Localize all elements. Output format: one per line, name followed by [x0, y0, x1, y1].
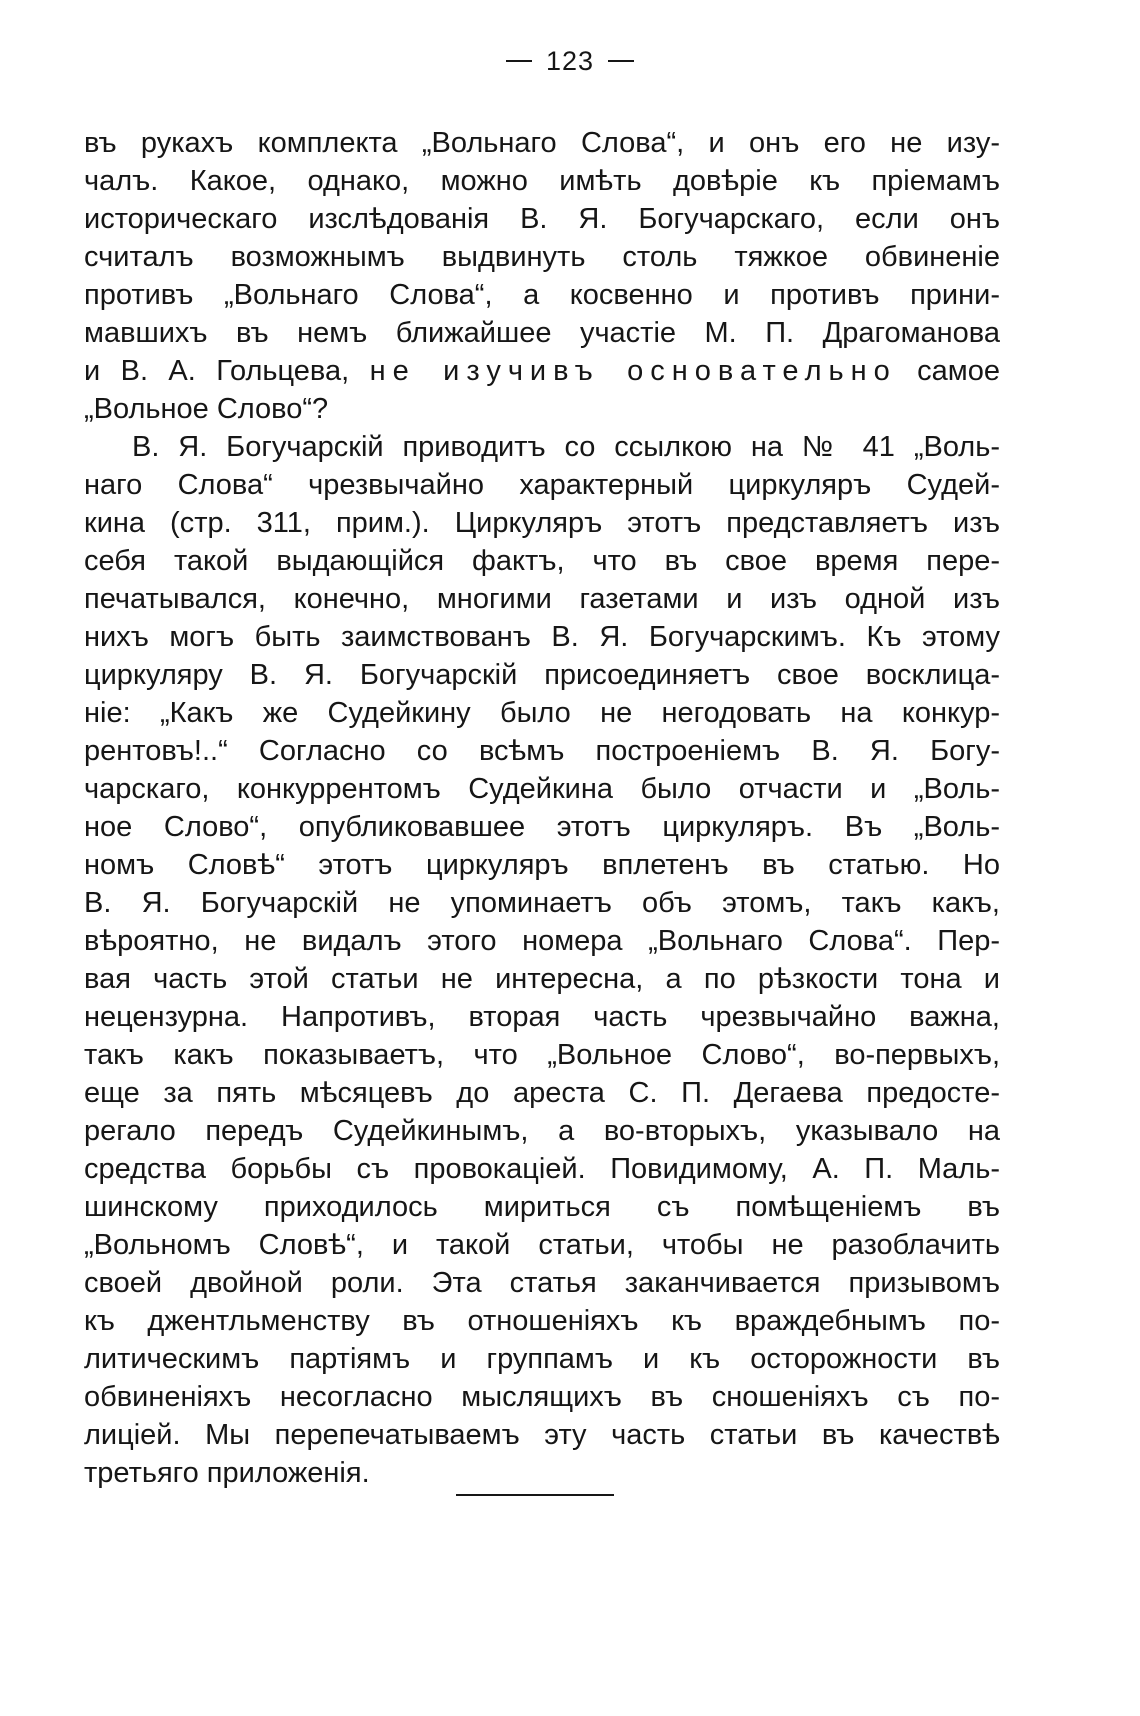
text-line: мавшихъ въ немъ ближайшее участіе М. П. Драгоманова: [84, 317, 1000, 349]
text-line: печатывался, конечно, многими газетами и изъ одной изъ: [84, 583, 1000, 615]
text-line: кина (стр. 311, прим.). Циркуляръ этотъ представляетъ изъ: [84, 507, 1000, 539]
text-line: шинскому приходилось мириться съ помѣщеніемъ въ: [84, 1191, 1000, 1223]
body-text: [84, 124, 1000, 1492]
text-line: циркуляру В. Я. Богучарскій присоединяетъ свое восклица-: [84, 659, 1000, 691]
text-line: „Вольное Слово“?: [84, 393, 329, 425]
text-line: историческаго изслѣдованія В. Я. Богучарскаго, если онъ: [84, 203, 1000, 235]
text-line: ніе: „Какъ же Судейкину было не негодовать на конкур-: [84, 697, 1000, 729]
text-line: себя такой выдающійся фактъ, что въ свое время пере-: [84, 545, 1000, 577]
text-line: литическимъ партіямъ и группамъ и къ осторожности въ: [84, 1343, 1000, 1375]
text-line: В. Я. Богучарскій приводитъ со ссылкою на № 41 „Воль-: [132, 431, 1000, 463]
text-line: противъ „Вольнаго Слова“, а косвенно и противъ прини-: [84, 279, 1000, 311]
page-number: [0, 46, 1140, 77]
text-line: вѣроятно, не видалъ этого номера „Вольнаго Слова“. Пер-: [84, 925, 1000, 957]
page-number-right-dash: [608, 60, 634, 62]
text-line: наго Слова“ чрезвычайно характерный циркуляръ Судей-: [84, 469, 1000, 501]
text-line: такъ какъ показываетъ, что „Вольное Слово“, во-первыхъ,: [84, 1039, 1000, 1071]
text-line: еще за пять мѣсяцевъ до ареста С. П. Дегаева предосте-: [84, 1077, 1000, 1109]
text-line: къ джентльменству въ отношеніяхъ къ враждебнымъ по-: [84, 1305, 1000, 1337]
text-line: лиціей. Мы перепечатываемъ эту часть статьи въ качествѣ: [84, 1419, 1000, 1451]
text-line: чарскаго, конкуррентомъ Судейкина было отчасти и „Воль-: [84, 773, 1000, 805]
text-line: регало передъ Судейкинымъ, а во-вторыхъ, указывало на: [84, 1115, 1000, 1147]
page-number-left-dash: [506, 60, 532, 62]
text-line: средства борьбы съ провокаціей. Повидимому, А. П. Маль-: [84, 1153, 1000, 1185]
text-line: третьяго приложенія.: [84, 1457, 370, 1489]
text-line: вая часть этой статьи не интересна, а по рѣзкости тона и: [84, 963, 1000, 995]
spaced-emphasis: не изучивъ основательно: [369, 355, 897, 387]
text-line: номъ Словѣ“ этотъ циркуляръ вплетенъ въ статью. Но: [84, 849, 1000, 881]
text-line-spaced-emphasis: и В. А. Гольцева, не изучивъ основательно самое: [84, 355, 1000, 387]
text-line: чалъ. Какое, однако, можно имѣть довѣріе къ пріемамъ: [84, 165, 1000, 197]
text-line: В. Я. Богучарскій не упоминаетъ объ этомъ, такъ какъ,: [84, 887, 1000, 919]
text-line: въ рукахъ комплекта „Вольнаго Слова“, и онъ его не изу-: [84, 127, 1000, 159]
text-line: считалъ возможнымъ выдвинуть столь тяжкое обвиненіе: [84, 241, 1000, 273]
text-line: своей двойной роли. Эта статья заканчивается призывомъ: [84, 1267, 1000, 1299]
page-number-value: 123: [545, 46, 595, 76]
text-line: „Вольномъ Словѣ“, и такой статьи, чтобы не разоблачить: [84, 1229, 1000, 1261]
text-line: нихъ могъ быть заимствованъ В. Я. Богучарскимъ. Къ этому: [84, 621, 1000, 653]
text-line: ное Слово“, опубликовавшее этотъ циркуляръ. Въ „Воль-: [84, 811, 1000, 843]
text-line: нецензурна. Напротивъ, вторая часть чрезвычайно важна,: [84, 1001, 1000, 1033]
end-rule-divider: [456, 1494, 614, 1496]
text-line: рентовъ!..“ Согласно со всѣмъ построеніемъ В. Я. Богу-: [84, 735, 1000, 767]
text-line: обвиненіяхъ несогласно мыслящихъ въ сношеніяхъ съ по-: [84, 1381, 1000, 1413]
